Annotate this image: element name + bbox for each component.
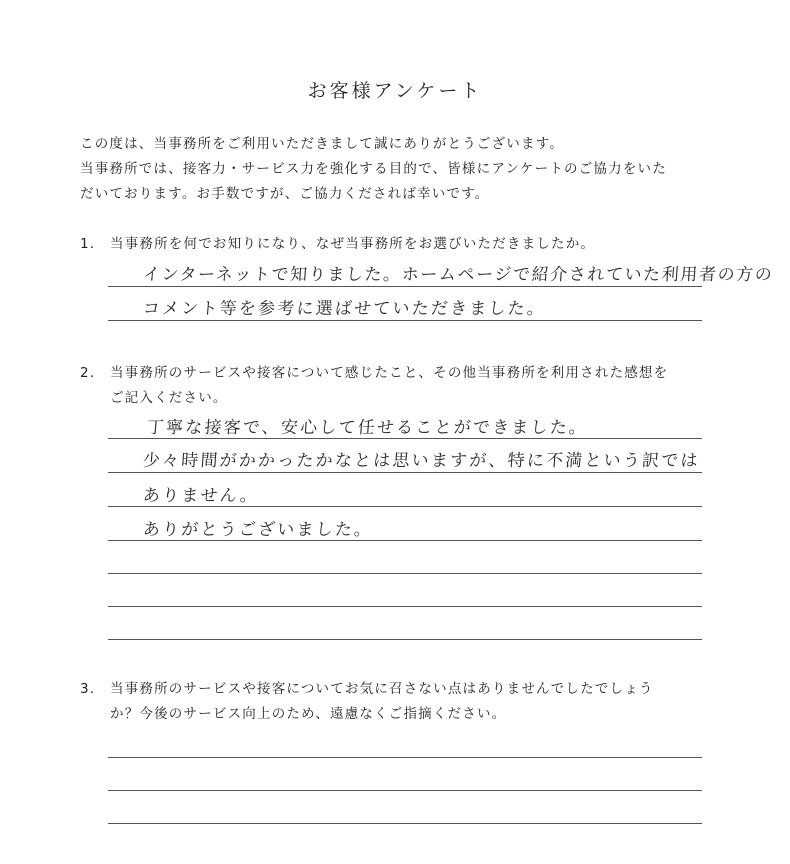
answer-rule <box>108 823 702 824</box>
answer-rule <box>108 790 702 791</box>
answer-rule <box>108 438 702 439</box>
question-2 <box>80 361 740 411</box>
page-title: お客様アンケート <box>307 80 483 102</box>
intro-line: 当事務所では、接客力・サービス力を強化する目的で、皆様にアンケートのご協力をいた <box>80 161 667 177</box>
handwritten-answer-line: ありがとうございました。 <box>142 520 374 540</box>
question-text: 当事務所のサービスや接客について感じたこと、その他当事務所を利用された感想を <box>110 365 669 381</box>
answer-rule <box>108 757 702 758</box>
question-text: か？今後のサービス向上のため、遠慮なくご指摘ください。 <box>110 706 507 722</box>
question-number: 3. <box>80 681 96 697</box>
question-1 <box>80 232 740 257</box>
answer-rule <box>108 606 702 607</box>
answer-rule <box>108 472 702 473</box>
answer-rule <box>108 506 702 507</box>
answer-rule <box>108 639 702 640</box>
answer-rule <box>108 320 702 321</box>
intro-line: この度は、当事務所をご利用いただきまして誠にありがとうございます。 <box>80 136 565 152</box>
question-3 <box>80 677 740 727</box>
intro-text <box>80 132 740 207</box>
handwritten-answer-line: 少々時間がかかったかなとは思いますが、特に不満という訳では <box>142 451 701 471</box>
handwritten-answer-line: コメント等を参考に選ばせていただきました。 <box>142 299 547 319</box>
question-text: 当事務所を何でお知りになり、なぜ当事務所をお選びいただきましたか。 <box>110 236 596 252</box>
handwritten-answer-line: インターネットで知りました。ホームページで紹介されていた利用者の方の <box>142 265 775 285</box>
question-text: 当事務所のサービスや接客についてお気に召さない点はありませんでしたでしょう <box>110 681 654 697</box>
intro-line: だいております。お手数ですが、ご協力くだされば幸いです。 <box>80 186 490 202</box>
handwritten-answer-line: 丁寧な接客で、安心して任せることができました。 <box>146 418 589 438</box>
answer-rule <box>108 573 702 574</box>
handwritten-answer-line: ありません。 <box>142 486 260 506</box>
question-number: 2. <box>80 365 96 381</box>
answer-rule <box>108 540 702 541</box>
question-text: ご記入ください。 <box>110 390 228 406</box>
question-number: 1. <box>80 236 96 252</box>
answer-rule <box>108 286 702 287</box>
